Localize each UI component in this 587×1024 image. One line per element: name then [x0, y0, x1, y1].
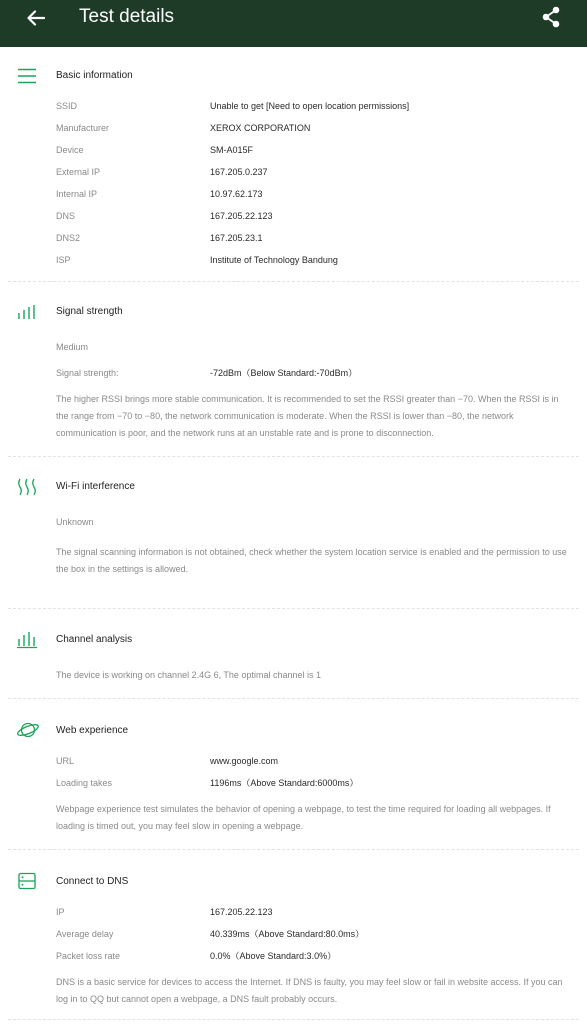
share-button[interactable]	[536, 3, 566, 31]
section-title: Web experience	[56, 725, 129, 736]
interference-description: The signal scanning information is not obtained, check whether the system location service is enabled and the permission to use the box in the settings is allowed.	[56, 547, 567, 574]
divider	[8, 1019, 579, 1020]
section-title: Connect to DNS	[56, 876, 129, 887]
row-label: URL	[56, 756, 75, 766]
divider	[8, 698, 579, 699]
row-label: DNS	[56, 211, 76, 221]
row-value: Institute of Technology Bandung	[210, 255, 338, 265]
row-label: SSID	[56, 101, 78, 111]
channel-bars-icon	[16, 631, 38, 649]
row-value: 167.205.0.237	[210, 167, 268, 177]
row-label: DNS2	[56, 233, 81, 243]
channel-text: The device is working on channel 2.4G 6, The optimal channel is 1	[56, 670, 321, 680]
app-bar	[0, 0, 587, 47]
signal-description: The higher RSSI brings more stable communication. It is recommended to set the RSSI greater than −70. When the RSSI is in the range from −70 to −80, the network communication is moderate. When the RSSI is lower than −80, the network communication is poor, and the network runs at an unstable rate and is prone to disconnection.	[56, 394, 559, 438]
row-label: Internal IP	[56, 189, 98, 199]
divider	[8, 456, 579, 457]
menu-lines-icon	[16, 68, 38, 84]
row-value: XEROX CORPORATION	[210, 123, 311, 133]
section-title: Wi-Fi interference	[56, 481, 135, 492]
row-value: 0.0%（Above Standard:3.0%）	[210, 951, 337, 961]
divider	[8, 281, 579, 282]
signal-bars-icon	[16, 304, 38, 320]
row-label: Average delay	[56, 929, 114, 939]
row-label: ISP	[56, 255, 71, 265]
row-value: 167.205.22.123	[210, 211, 273, 221]
row-value: 10.97.62.173	[210, 189, 263, 199]
row-value: -72dBm（Below Standard:-70dBm）	[210, 368, 358, 378]
row-value: www.google.com	[210, 756, 279, 766]
divider	[8, 608, 579, 609]
row-value: 167.205.22.123	[210, 907, 273, 917]
page-title: Test details	[79, 6, 175, 27]
row-value: 1196ms（Above Standard:6000ms）	[210, 778, 359, 788]
row-label: Signal strength:	[56, 368, 119, 378]
row-label: IP	[56, 907, 65, 917]
row-value: 167.205.23.1	[210, 233, 263, 243]
dns-description: DNS is a basic service for devices to access the Internet. If DNS is faulty, you may feel slow or fail in website access. If you can log in to QQ but cannot open a webpage, a DNS fault probably occurs.	[56, 977, 563, 1004]
row-value: Unable to get [Need to open location permissions]	[210, 101, 410, 111]
share-icon	[541, 6, 561, 28]
row-label: External IP	[56, 167, 101, 177]
planet-icon	[16, 720, 40, 740]
section-title: Channel analysis	[56, 634, 133, 645]
row-label: Device	[56, 145, 84, 155]
section-title: Signal strength	[56, 306, 123, 317]
row-label: Packet loss rate	[56, 951, 121, 961]
signal-level: Medium	[56, 342, 89, 352]
server-icon	[16, 872, 38, 890]
back-button[interactable]	[20, 4, 52, 32]
wave-lines-icon	[16, 478, 38, 496]
row-value: 40.339ms（Above Standard:80.0ms）	[210, 929, 365, 939]
web-description: Webpage experience test simulates the behavior of opening a webpage, to test the time required for loading all webpages. If loading is timed out, you may feel slow in opening a webpage.	[56, 804, 551, 831]
interference-level: Unknown	[56, 517, 94, 527]
row-label: Manufacturer	[56, 123, 110, 133]
arrow-left-icon	[27, 10, 45, 26]
row-label: Loading takes	[56, 778, 113, 788]
section-title: Basic information	[56, 70, 133, 81]
row-value: SM-A015F	[210, 145, 254, 155]
divider	[8, 849, 579, 850]
